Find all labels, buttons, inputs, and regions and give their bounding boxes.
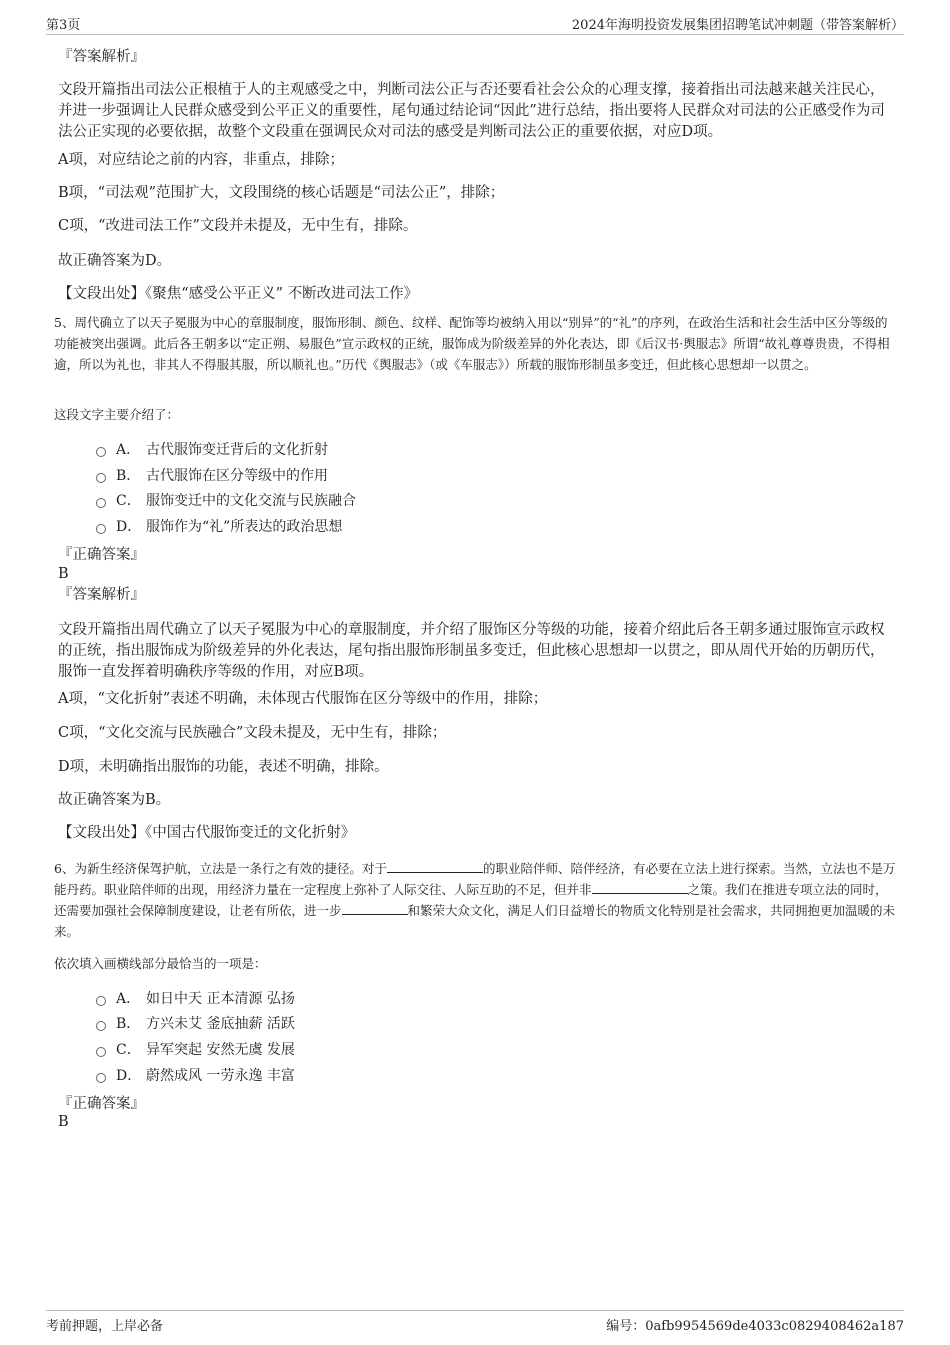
q5-analysis-text: 文段开篇指出周代确立了以天子冕服为中心的章服制度，并介绍了服饰区分等级的功能，接着介绍此后各王朝多通过服饰宣示政权的正统，指出服饰成为阶级差异的外化表达，尾句指出服饰形制虽多变迁，但此核心思想却一以贯之，即从周代开始的历朝历代，服饰一直发挥着明确秩序等级的作用，对应B项。 bbox=[58, 622, 885, 680]
q5-analysis-d: D项，未明确指出服饰的功能，表述不明确，排除。 bbox=[58, 759, 389, 775]
page-footer bbox=[46, 1310, 904, 1337]
q6-correct-title: 『正确答案』 bbox=[58, 1096, 145, 1112]
q4-analysis-a: A项，对应结论之前的内容，非重点，排除； bbox=[58, 152, 344, 168]
radio-icon[interactable] bbox=[96, 447, 106, 457]
q5-analysis-c: C项，“文化交流与民族融合”文段未提及，无中生有，排除； bbox=[58, 725, 447, 741]
q6-stem: 6、为新生经济保驾护航，立法是一条行之有效的捷径。对于 的职业陪伴师、陪伴经济，有必要在立法上进行探索。当然，立法也不是万能丹药。职业陪伴师的出现，用经济力量在一定程度上弥补了人际交往、人际互助的不足，但并非 之策。我们在推进专项立法的同时，还需要加强社会保障制度建设，让老有所依，进一步 和繁荣大众文化，满足人们日益增长的物质文化特别是社会需求，共同拥抱更加温暖的未来。 bbox=[54, 858, 898, 942]
radio-icon[interactable] bbox=[96, 1021, 106, 1031]
q6-option-d[interactable]: D． 蔚然成风 一劳永逸 丰富 bbox=[96, 1066, 295, 1086]
q4-analysis-b: B项，“司法观”范围扩大，文段围绕的核心话题是“司法公正”，排除； bbox=[58, 185, 505, 201]
q5-option-c[interactable]: C． 服饰变迁中的文化交流与民族融合 bbox=[96, 491, 356, 511]
q5-stem: 5、周代确立了以天子冕服为中心的章服制度，服饰形制、颜色、纹样、配饰等均被纳入用以“别异”的“礼”的序列，在政治生活和社会生活中区分等级的功能被突出强调。此后各王朝多以“定正朔、易服色”宣示政权的正统，服饰成为阶级差异的外化表达，即《后汉书·舆服志》所谓“故礼尊尊贵贵，不得相逾，所以为礼也，非其人不得服其服，所以顺礼也。”历代《舆服志》（或《车服志》）所载的服饰形制虽多变迁，但此核心思想却一以贯之。 bbox=[54, 315, 890, 372]
radio-icon[interactable] bbox=[96, 996, 106, 1006]
q6-option-a[interactable]: A． 如日中天 正本清源 弘扬 bbox=[96, 989, 295, 1009]
q6-question: 依次填入画横线部分最恰当的一项是： bbox=[54, 956, 267, 971]
q4-analysis-text: 文段开篇指出司法公正根植于人的主观感受之中，判断司法公正与否还要看社会公众的心理支撑，接着指出司法越来越关注民心，并进一步强调让人民群众感受到公平正义的重要性，尾句通过结论词“因此”进行总结，指出要将人民群众对司法的公正感受作为司法公正实现的必要依据，故整个文段重在强调民众对司法的感受是判断司法公正的重要依据，对应D项。 bbox=[58, 82, 885, 140]
q4-source: 【文段出处】《聚焦“感受公平正义” 不断改进司法工作》 bbox=[58, 286, 419, 302]
q5-correct-title: 『正确答案』 bbox=[58, 547, 145, 563]
q5-question: 这段文字主要介绍了： bbox=[54, 407, 180, 422]
q5-analysis-a: A项，“文化折射”表述不明确，未体现古代服饰在区分等级中的作用，排除； bbox=[58, 691, 548, 707]
q6-option-c[interactable]: C． 异军突起 安然无虞 发展 bbox=[96, 1040, 295, 1060]
q4-analysis-c: C项，“改进司法工作”文段并未提及，无中生有，排除。 bbox=[58, 218, 418, 234]
q4-final-answer: 故正确答案为D。 bbox=[58, 253, 172, 269]
q5-source: 【文段出处】《中国古代服饰变迁的文化折射》 bbox=[58, 825, 356, 841]
document-title: 2024年海明投资发展集团招聘笔试冲刺题（带答案解析） bbox=[571, 18, 904, 33]
q5-option-d[interactable]: D． 服饰作为“礼”所表达的政治思想 bbox=[96, 517, 342, 537]
q5-analysis-title: 『答案解析』 bbox=[58, 587, 145, 603]
radio-icon[interactable] bbox=[96, 498, 106, 508]
radio-icon[interactable] bbox=[96, 1047, 106, 1057]
q5-correct-answer: B bbox=[58, 566, 69, 582]
q6-option-b[interactable]: B． 方兴未艾 釜底抽薪 活跃 bbox=[96, 1014, 295, 1034]
footer-slogan: 考前押题，上岸必备 bbox=[46, 1319, 164, 1334]
blank-3 bbox=[342, 900, 408, 915]
q5-option-a[interactable]: A． 古代服饰变迁背后的文化折射 bbox=[96, 440, 328, 460]
page-header bbox=[46, 14, 904, 35]
q6-correct-answer: B bbox=[58, 1114, 69, 1130]
document-id: 编号：0afb9954569de4033c0829408462a187 bbox=[606, 1319, 904, 1334]
radio-icon[interactable] bbox=[96, 1073, 106, 1083]
q5-final-answer: 故正确答案为B。 bbox=[58, 792, 171, 808]
q5-option-b[interactable]: B． 古代服饰在区分等级中的作用 bbox=[96, 466, 328, 486]
radio-icon[interactable] bbox=[96, 524, 106, 534]
blank-1 bbox=[387, 858, 483, 873]
blank-2 bbox=[592, 879, 688, 894]
page-number: 第3页 bbox=[46, 18, 81, 33]
radio-icon[interactable] bbox=[96, 473, 106, 483]
q4-analysis-title: 『答案解析』 bbox=[58, 49, 145, 65]
